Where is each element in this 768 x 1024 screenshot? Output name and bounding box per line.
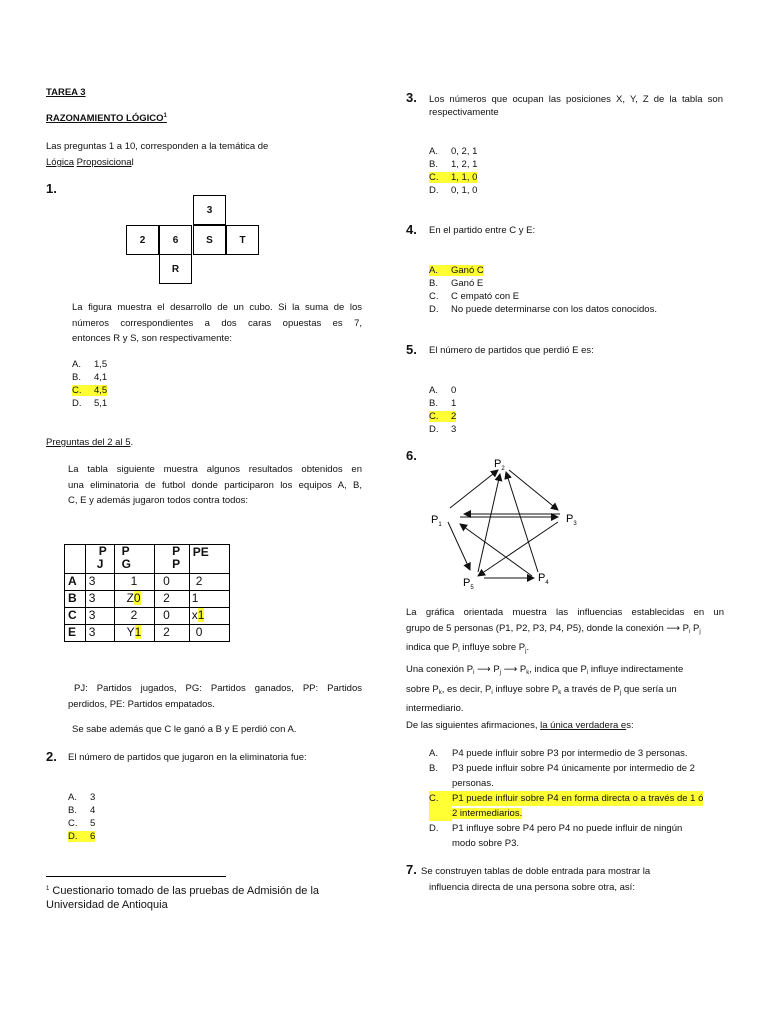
q4-options: [429, 264, 657, 316]
node-p5: $P_5$: [463, 577, 474, 591]
q6-options: [429, 746, 723, 851]
node-p1: $P_1$: [431, 514, 442, 528]
option[interactable]: B. 4,1: [72, 372, 108, 383]
table-row: A 3 1 0 2: [65, 574, 230, 591]
option[interactable]: A. 0, 2, 1: [429, 146, 478, 157]
option[interactable]: A. P4 puede influir sobre P3 por intermedio de 3 personas.: [429, 748, 688, 759]
table-intro: La tabla siguiente muestra algunos resultados obtenidos en una eliminatoria de futbol donde participaron los equipos A, B, C, E y además jugaron todos contra todos:: [68, 464, 362, 506]
node-p4: $P_4$: [538, 572, 549, 586]
cube-face: 6: [159, 225, 192, 255]
option[interactable]: D. No puede determinarse con los datos conocidos.: [429, 304, 657, 315]
cube-face: R: [159, 254, 192, 284]
intro-text-2: Lógica Proposicional: [46, 157, 134, 168]
table-legend: PJ: Partidos jugados, PG: Partidos ganados, PP: Partidos perdidos, PE: Partidos empatados.: [68, 683, 362, 710]
header-pe: PE: [189, 545, 229, 574]
footnote: $^1$ Cuestionario tomado de las pruebas de Admisión de la Universidad de Antioquia: [46, 885, 320, 911]
node-p3: $P_3$: [566, 513, 577, 527]
option-selected[interactable]: C. 1, 1, 0: [429, 172, 478, 183]
table-row: E 3 Y1 2 0: [65, 625, 230, 642]
option-selected[interactable]: D. 6: [68, 831, 96, 842]
option[interactable]: C. C empató con E: [429, 291, 520, 302]
question-7-text: Se construyen tablas de doble entrada para mostrar la influencia directa de una persona sobre otra, así:: [421, 866, 651, 893]
q3-options: [429, 145, 477, 197]
question-3-number: 3.: [406, 90, 417, 105]
q5-options: [429, 384, 456, 436]
question-7-number: 7.: [406, 862, 417, 877]
edge-p1-p2: [450, 470, 498, 508]
footnote-divider: [46, 876, 226, 877]
cube-face: T: [226, 225, 259, 255]
option[interactable]: C. 5: [68, 818, 96, 829]
question-4-number: 4.: [406, 222, 417, 237]
table-row: B 3 Z0 2 1: [65, 591, 230, 608]
option[interactable]: A. 1,5: [72, 359, 108, 370]
influence-graph: [420, 450, 590, 595]
option[interactable]: A. 0: [429, 385, 457, 396]
question-2-number: 2.: [46, 749, 57, 764]
results-table: [64, 544, 230, 642]
option[interactable]: D. 3: [429, 424, 457, 435]
option-selected[interactable]: A. Ganó C: [429, 265, 484, 276]
table-row: C 3 2 0 x1: [65, 608, 230, 625]
question-4-text: En el partido entre C y E:: [429, 225, 536, 236]
task-title: TAREA 3: [46, 87, 86, 98]
question-1-text: La figura muestra el desarrollo de un cubo. Si la suma de los números correspondientes a dos caras opuestas es 7, entonces R y S, son respectivamente:: [72, 302, 362, 344]
cube-face: 2: [126, 225, 159, 255]
header-pp: P P: [155, 545, 190, 574]
option-selected[interactable]: C. P1 puede influir sobre P4 en forma directa o a través de 1 ó 2 intermediarios.: [429, 793, 704, 819]
node-p2: $P_2$: [494, 458, 505, 472]
edge-p5-p2: [478, 474, 500, 572]
q2-options: [68, 791, 95, 843]
option[interactable]: B. Ganó E: [429, 278, 484, 289]
question-1-number: 1.: [46, 181, 57, 196]
question-6-number: 6.: [406, 448, 417, 463]
option-selected[interactable]: C. 4,5: [72, 385, 108, 396]
option[interactable]: B. 1, 2, 1: [429, 159, 478, 170]
option[interactable]: D. 5,1: [72, 398, 108, 409]
cube-face: 3: [193, 195, 226, 225]
question-5-number: 5.: [406, 342, 417, 357]
option[interactable]: A. 3: [68, 792, 96, 803]
option[interactable]: B. 4: [68, 805, 96, 816]
intro-text: Las preguntas 1 a 10, corresponden a la temática de: [46, 141, 269, 152]
option[interactable]: B. P3 puede influir sobre P4 únicamente por intermedio de 2 personas.: [429, 763, 695, 789]
header-pj: P J: [85, 545, 114, 574]
connection-text: Una conexión $P_i$ ⟶ $P_j$ ⟶ $P_k$, indica que $P_i$ influye indirectamente sobre $P_k$, es decir, $P_i$ influye sobre $P_k$ a través de $P_j$ que sería un intermediario.: [406, 664, 684, 714]
option[interactable]: B. 1: [429, 398, 457, 409]
preguntas-heading: Preguntas del 2 al 5.: [46, 437, 134, 448]
section-title: RAZONAMIENTO LÓGICO$^1$: [46, 113, 167, 124]
affirmations-intro: De las siguientes afirmaciones, la única verdadera es:: [406, 720, 634, 731]
option[interactable]: D. 0, 1, 0: [429, 185, 478, 196]
option[interactable]: D. P1 influye sobre P4 pero P4 no puede influir de ningún modo sobre P3.: [429, 823, 683, 849]
edge-p4-p1: [460, 524, 532, 576]
edge-p3-p5: [478, 522, 558, 576]
premise-text: Se sabe además que C le ganó a B y E perdió con A.: [72, 724, 297, 735]
option-selected[interactable]: C. 2: [429, 411, 457, 422]
q1-options: [72, 358, 107, 410]
question-6-text: La gráfica orientada muestra las influencias establecidas en un grupo de 5 personas (P1, P2, P3, P4, P5), donde la conexión ⟶ $P_i$ $P_j$ indica que $P_i$ influye sobre $P_j$.: [406, 607, 724, 654]
question-5-text: El número de partidos que perdió E es:: [429, 345, 594, 356]
question-3-text: Los números que ocupan las posiciones X, Y, Z de la tabla son respectivamente: [429, 94, 723, 118]
question-2-text: El número de partidos que jugaron en la eliminatoria fue:: [68, 752, 307, 763]
edge-p4-p2: [506, 472, 538, 572]
cube-face: S: [193, 225, 226, 255]
header-pg: P G: [114, 545, 155, 574]
